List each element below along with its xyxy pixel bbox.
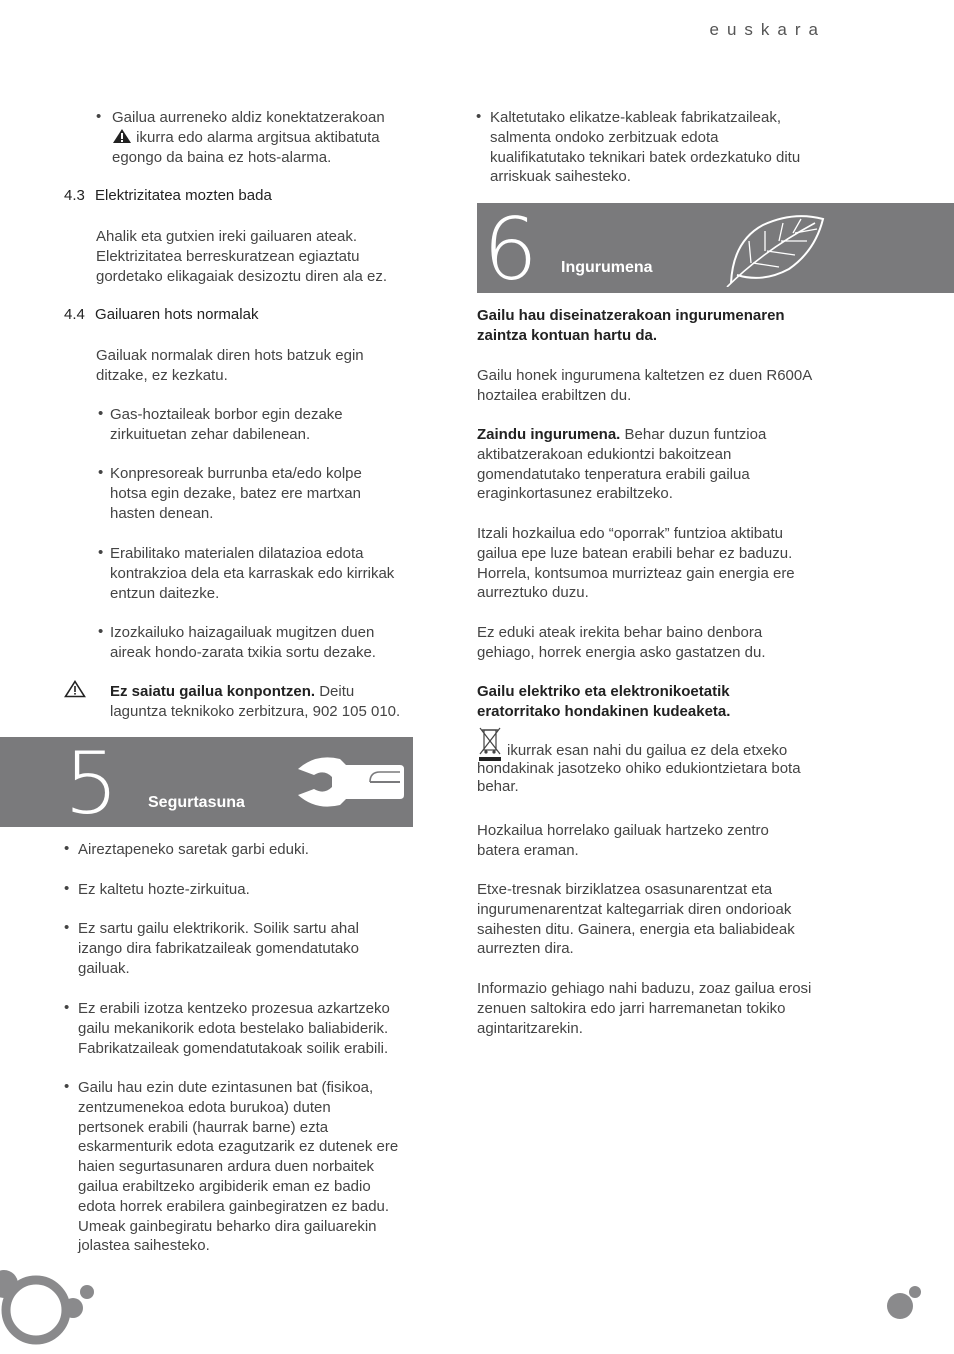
bullet-dot: • (64, 1078, 70, 1095)
line: laguntza teknikoko zerbitzura, 902 105 010. (110, 702, 401, 720)
section-4-4-body (96, 346, 426, 386)
line: Umeak gainbegiratu beharko dira gailuarekin (78, 1217, 377, 1235)
line: behar. (477, 778, 519, 795)
line: hotsa egin dezake, batez ere martxan (110, 484, 361, 502)
wrench-icon (296, 751, 406, 813)
section-4-3-body (96, 227, 426, 286)
environment-intro (477, 306, 837, 346)
section-5-band (0, 734, 413, 834)
line: aurrezten dira. (477, 940, 574, 958)
line: gailua epe luze batean erabili behar ez baduzu. (477, 544, 793, 562)
line: Gailu hau diseinatzerakoan ingurumenaren (477, 307, 785, 324)
section-number: 4.3 (64, 187, 85, 204)
line: Gailu honek ingurumena kaltetzen ez duen R600A (477, 367, 813, 384)
decorative-circles-right-icon (884, 1284, 924, 1324)
line: Aireztapeneko saretak garbi eduki. (78, 841, 309, 858)
line: aktibatzerakoan edukiontzi bakoitzean (477, 445, 732, 463)
language-label: euskara (709, 20, 826, 39)
section-title: Ingurumena (561, 259, 653, 276)
section-4-3-heading (64, 187, 272, 204)
line: Etxe-tresnak birziklatzea osasunarentzat eta (477, 881, 773, 898)
line: Gailua aurreneko aldiz konektatzerakoan (112, 109, 385, 126)
line-text: ikurra edo alarma argitsua aktibatuta (136, 128, 380, 146)
line: Ahalik eta gutxien ireki gailuaren ateak. (96, 228, 357, 245)
line: Gas-hoztaileak borbor egin dezake (110, 406, 343, 423)
line: agintaritzarekin. (477, 1019, 583, 1037)
line: Informazio gehiago nahi baduzu, zoaz gailua erosi (477, 980, 812, 997)
section-number-large: 6 (483, 200, 538, 300)
line: gomendatutako tenperatura erabili gailua (477, 465, 750, 483)
section-number: 4.4 (64, 306, 85, 323)
line: jolastea saihesteko. (78, 1237, 210, 1255)
leaf-icon (723, 211, 827, 287)
care-text: Behar duzun funtzioa (624, 426, 767, 443)
line: Gailuak normalak diren hots batzuk egin (96, 347, 364, 364)
line: eraginkortasunez erabiltzeko. (477, 485, 673, 503)
warning-triangle-icon (112, 128, 132, 144)
line (112, 128, 432, 148)
line: Fabrikatzaileak gomendatutakoak soilik erabili. (78, 1039, 389, 1057)
line: hasten denean. (110, 504, 214, 522)
line: haien segurtasunaren ardura duen norbaitek (78, 1158, 375, 1176)
line: egongo da baina ez hots-alarma. (112, 148, 332, 166)
paragraph-info (477, 979, 837, 1038)
line: batera eraman. (477, 841, 579, 859)
line: izango dira fabrikatzaileak gomendatutako (78, 939, 360, 957)
waste-title (477, 682, 837, 722)
line: Hozkailua horrelako gailuak hartzeko zentro (477, 822, 769, 839)
warning-note (110, 682, 430, 722)
line: kualifikatutako teknikari batek ordezkatuko ditu (490, 148, 801, 166)
noise-bullet (98, 464, 430, 523)
noise-bullet (98, 544, 430, 603)
bullet-dot: • (64, 880, 70, 897)
line: gordetako elikagaiak desizoztu diren ala ez. (96, 267, 388, 285)
line: Ez erabili izotza kentzeko prozesua azkartzeko (78, 1000, 390, 1017)
safety-bullet (64, 880, 418, 900)
line: Izozkailuko haizagailuak mugitzen duen (110, 624, 375, 641)
line: ingurumenarentzat kaltegarriak diren ondorioak (477, 900, 792, 918)
line: hoztailea erabiltzen du. (477, 386, 632, 404)
line: Gailu elektriko eta elektronikoetatik (477, 683, 730, 700)
line: Ez sartu gailu elektrikorik. Soilik sartu ahal (78, 920, 359, 937)
safety-bullet (64, 1078, 418, 1256)
decorative-circles-left-icon (0, 1262, 100, 1354)
bullet-dot: • (96, 108, 102, 125)
line: Ez kaltetu hozte-zirkuitua. (78, 881, 250, 898)
section-6-band (477, 200, 954, 300)
section-title: Gailuaren hots normalak (95, 306, 259, 323)
line: Itzali hozkailua edo “oporrak” funtzioa aktibatu (477, 525, 784, 542)
warning-text: Deitu (319, 683, 355, 700)
safety-bullet (64, 840, 418, 860)
line: zirkuituetan zehar dabilenean. (110, 425, 311, 443)
section-title: Segurtasuna (148, 794, 245, 811)
section-title: Elektrizitatea mozten bada (95, 187, 272, 204)
line: gailuak. (78, 959, 130, 977)
noise-bullet (98, 405, 430, 445)
line: aireak hondo-zarata txikia sortu dezake. (110, 643, 376, 661)
bullet-first-connect (96, 108, 432, 167)
paragraph-care (477, 425, 837, 504)
line: Elektrizitatea berreskuratzean egiaztatu (96, 247, 360, 265)
bullet-dot: • (64, 840, 70, 857)
line: gailu mekanikorik edota bestelako baliabiderik. (78, 1019, 389, 1037)
line: arriskuak saihesteko. (490, 168, 631, 186)
line: Horrela, kontsumoa murrizteaz gain energia ere (477, 564, 795, 582)
line: Kaltetutako elikatze-kableak fabrikatzaileak, (490, 109, 781, 126)
line: kontrakzioa dela eta karraskak edo kirrikak (110, 564, 395, 582)
bullet-dot: • (98, 623, 104, 640)
line: zenuen saltokira edo jarri harremanetan tokiko (477, 999, 786, 1017)
safety-bullet (64, 999, 418, 1058)
section-number-large: 5 (64, 734, 119, 834)
line (110, 682, 430, 702)
line: Konpresoreak burrunba eta/edo kolpe (110, 465, 362, 482)
paragraph-centre (477, 821, 837, 861)
paragraph-r600a (477, 366, 837, 406)
bullet-dot: • (98, 464, 104, 481)
line (477, 425, 837, 445)
noise-bullet (98, 623, 430, 663)
cable-bullet (476, 108, 840, 187)
warning-triangle-icon (64, 680, 86, 698)
paragraph-holiday (477, 524, 837, 603)
bullet-dot: • (64, 999, 70, 1016)
line: edota horrek erabilera gainbegiratzen ez badu. (78, 1197, 390, 1215)
bullet-dot: • (98, 405, 104, 422)
line: salmenta ondoko zerbitzuak edota (490, 128, 719, 146)
line: gehiago, horrek energia asko gastatzen du. (477, 643, 766, 661)
line: saihesten ditu. Gainera, energia eta baliabideak (477, 920, 795, 938)
line: Erabilitako materialen dilatazioa edota (110, 545, 364, 562)
safety-bullet (64, 919, 418, 978)
line: ikurrak esan nahi du gailua ez dela etxeko (507, 742, 788, 759)
line: zaintza kontuan hartu da. (477, 326, 658, 344)
line: Gailu hau ezin dute ezintasunen bat (fisikoa, (78, 1079, 374, 1096)
bullet-dot: • (476, 108, 482, 125)
section-4-4-heading (64, 306, 258, 323)
line: pertsonek erabili (haurrak barne) ezta (78, 1118, 329, 1136)
bullet-dot: • (64, 919, 70, 936)
line: gailua erabiltzeko argibiderik eman ez badio (78, 1177, 371, 1195)
paragraph-recycling (477, 880, 837, 959)
line: eskarmenturik edota ezagutzarik ez dutenek ere (78, 1138, 399, 1156)
waste-text (477, 742, 837, 796)
line: entzun daitezke. (110, 584, 220, 602)
line: hondakinak jasotzeko ohiko edukiontzietara bota (477, 760, 801, 777)
line: eratorritako hondakinen kudeaketa. (477, 702, 731, 720)
line: ditzake, ez kezkatu. (96, 366, 228, 384)
line: zentzumenekoa edota burukoa) duten (78, 1098, 331, 1116)
warning-bold: Ez saiatu gailua konpontzen. (110, 683, 316, 700)
bullet-dot: • (98, 544, 104, 561)
paragraph-doors (477, 623, 837, 663)
care-bold: Zaindu ingurumena. (477, 426, 621, 443)
line: aurreztuko duzu. (477, 584, 589, 602)
line: Ez eduki ateak irekita behar baino denbora (477, 624, 763, 641)
